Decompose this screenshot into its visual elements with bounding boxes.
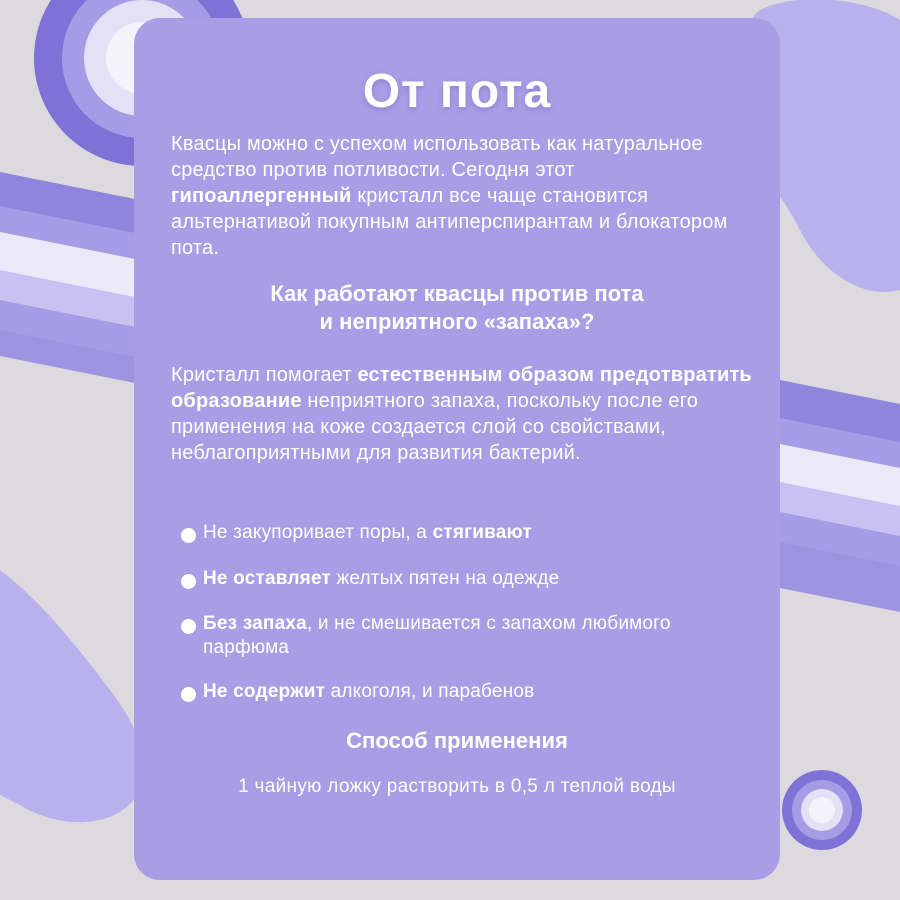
list-item: [181, 612, 741, 660]
intro-text-1: Квасцы можно с успехом использовать как натуральное средство против потливости. Сегодня этот: [171, 133, 703, 181]
bullet-text-post: желтых пятен на одежде: [330, 568, 560, 589]
list-item: [181, 521, 741, 545]
explanation-bold-1: естественным образом предотвратить образование: [171, 364, 752, 412]
page-title: От пота: [362, 65, 552, 118]
section-heading: [134, 280, 780, 336]
bullet-dot-icon: [181, 687, 196, 702]
explanation-text-1: Кристалл помогает: [171, 364, 358, 386]
usage-heading: Способ применения: [346, 728, 568, 753]
bullet-dot-icon: [181, 619, 196, 634]
benefits-list: [181, 521, 741, 704]
content-card: [134, 18, 780, 880]
blob-bottom-left: [0, 570, 144, 822]
bullet-dot-icon: [181, 574, 196, 589]
bullet-dot-icon: [181, 528, 196, 543]
list-item: [181, 680, 741, 704]
bullet-text-bold: стягивают: [432, 522, 532, 543]
bullet-text-pre: Не закупоривает поры, а: [203, 522, 433, 543]
section-heading-line-1: Как работают квасцы против пота: [270, 281, 644, 306]
explanation-text-2: неприятного запаха, поскольку после его применения на коже создается слой со свойствами, неблагоприятными для развития бактерий.: [171, 390, 699, 464]
intro-bold-1: гипоаллергенный: [171, 185, 352, 207]
stripes-left: [0, 172, 140, 384]
section-heading-line-2: и неприятного «запаха»?: [319, 309, 595, 334]
bullet-text-bold: Не оставляет: [203, 568, 331, 589]
explanation-paragraph: [171, 362, 756, 466]
bullet-text-bold: Не содержит: [203, 681, 326, 702]
intro-text-2: кристалл все чаще становится альтернативой покупным антиперспирантам и блокатором пота.: [171, 185, 728, 259]
bullet-text-post: , и не смешивается с запахом любимого парфюма: [203, 613, 671, 658]
list-item: [181, 567, 741, 591]
bullet-text-bold: Без запаха: [203, 613, 307, 634]
bullet-text-post: алкоголя, и парабенов: [325, 681, 535, 702]
circles-bottom-right: [782, 770, 862, 850]
intro-paragraph: [171, 131, 756, 261]
stripes-right: [780, 380, 900, 612]
usage-instructions: 1 чайную ложку растворить в 0,5 л теплой воды: [238, 776, 676, 797]
